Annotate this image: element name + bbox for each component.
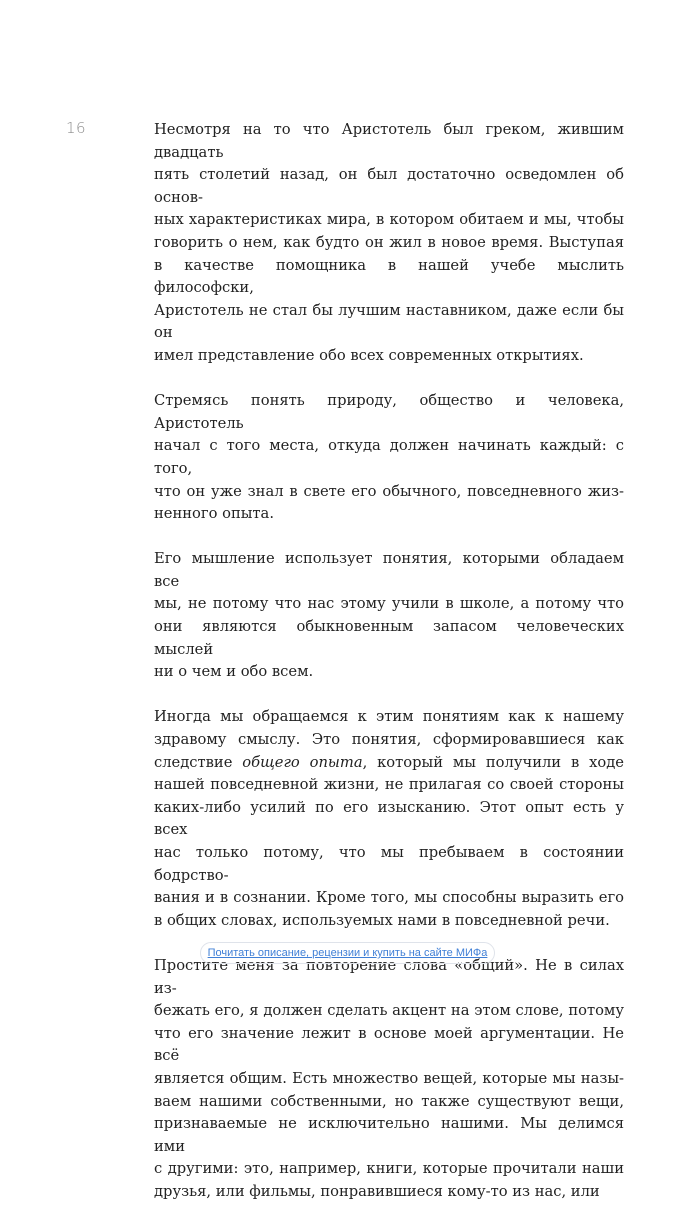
text-line: с другими: это, например, книги, которые прочитали наши xyxy=(154,1160,624,1178)
text-line: говорить о нем, как будто он жил в новое время. Выступая xyxy=(154,233,624,251)
text-line: они являются обыкновенным запасом человеческих мыслей xyxy=(154,618,624,658)
text-line xyxy=(154,752,624,775)
text-line: Аристотель не стал бы лучшим наставником, даже если бы он xyxy=(154,301,624,342)
text-line: в общих словах, используемых нами в повседневной речи. xyxy=(154,911,610,929)
text-line: мы, не потому что нас этому учили в школе, а потому что xyxy=(154,595,624,613)
text-line: ваем нашими собственными, но также существуют вещи, xyxy=(154,1092,624,1110)
italic-term: общего опыта xyxy=(242,753,363,771)
text-line: здравому смыслу. Это понятия, сформировавшиеся как xyxy=(154,731,624,749)
text-line: что его значение лежит в основе моей аргументации. Не всё xyxy=(154,1024,624,1065)
paragraph xyxy=(154,119,624,368)
text-segment: следствие xyxy=(154,753,243,771)
text-line: Стремясь понять природу, общество и человека, Аристотель xyxy=(154,392,624,432)
paragraph xyxy=(154,955,624,1204)
text-segment: , который мы получили в ходе xyxy=(362,753,624,771)
text-line: нашей повседневной жизни, не прилагая со своей стороны xyxy=(154,776,624,794)
paragraph xyxy=(154,706,624,932)
text-line: Его мышление использует понятия, которыми обладаем все xyxy=(154,550,624,590)
text-line: каких-либо усилий по его изысканию. Этот опыт есть у всех xyxy=(154,798,624,839)
text-line: признаваемые не исключительно нашими. Мы делимся ими xyxy=(154,1115,624,1155)
paragraph xyxy=(154,548,624,684)
text-line: пять столетий назад, он был достаточно осведомлен об основ- xyxy=(154,166,624,206)
text-line: имел представление обо всех современных открытиях. xyxy=(154,346,584,364)
text-line: нас только потому, что мы пребываем в состоянии бодрство- xyxy=(154,844,624,884)
text-line: Несмотря на то что Аристотель был греком, жившим двадцать xyxy=(154,121,624,161)
body-text xyxy=(154,119,624,1226)
text-line: бежать его, я должен сделать акцент на этом слове, потому xyxy=(154,1002,624,1020)
page-number: 16 xyxy=(66,119,87,137)
text-line: что он уже знал в свете его обычного, повседневного жиз- xyxy=(154,482,624,500)
text-line: друзья, или фильмы, понравившиеся кому-то из нас, или xyxy=(154,1182,600,1200)
text-line: ненного опыта. xyxy=(154,505,274,523)
text-line: Иногда мы обращаемся к этим понятиям как к нашему xyxy=(154,708,624,726)
paragraph xyxy=(154,390,624,526)
text-line: в качестве помощника в нашей учебе мыслить философски, xyxy=(154,256,624,297)
text-line: начал с того места, откуда должен начинать каждый: с того, xyxy=(154,437,624,477)
text-line: вания и в сознании. Кроме того, мы способны выразить его xyxy=(154,889,624,907)
text-line: ных характеристиках мира, в котором обитаем и мы, чтобы xyxy=(154,211,624,229)
text-line: ни о чем и обо всем. xyxy=(154,663,314,681)
buy-on-site-link[interactable]: Почитать описание, рецензии и купить на сайте МИФа xyxy=(200,942,495,964)
text-line: является общим. Есть множество вещей, которые мы назы- xyxy=(154,1069,624,1087)
text-line: Простите меня за повторение слова «общий». Не в силах из- xyxy=(154,956,624,997)
